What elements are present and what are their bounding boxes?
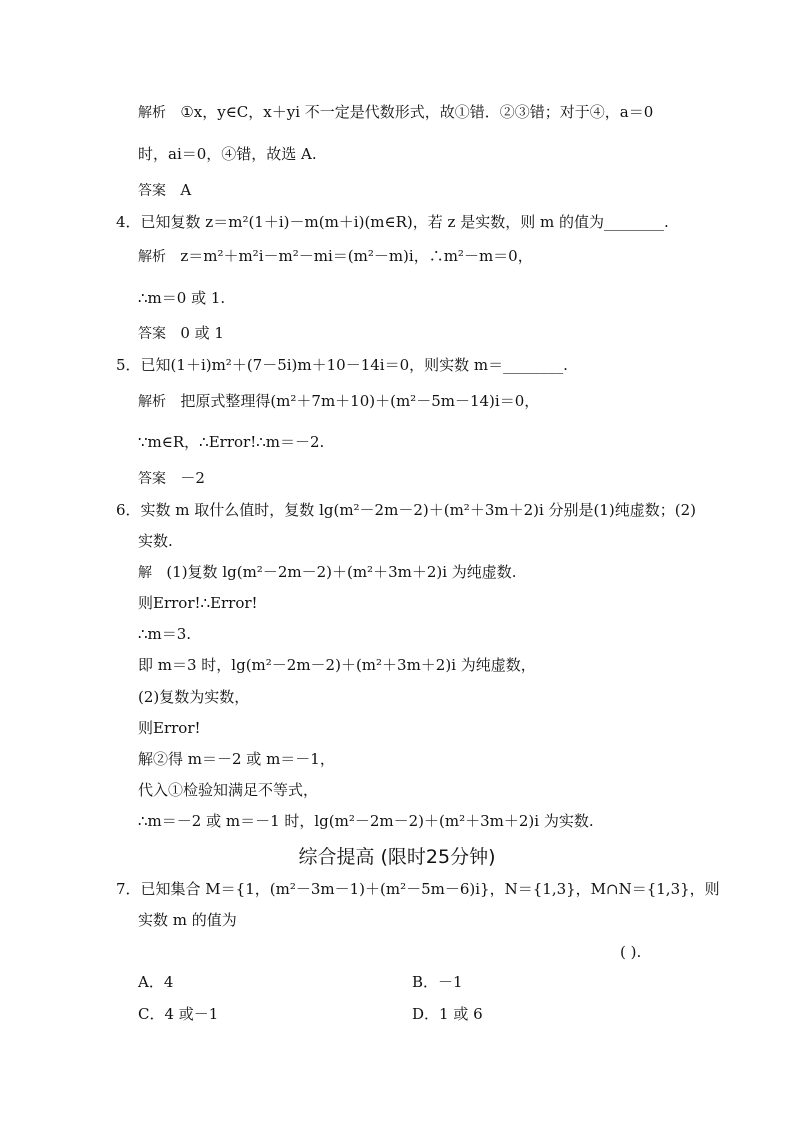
line-13: [138, 562, 517, 583]
label-daan: 答案: [138, 326, 166, 342]
question-6: 6．实数 m 取什么值时，复数 lg(m²－2m－2)＋(m²＋3m＋2)i 分别是(1)纯虚数；(2): [116, 501, 697, 519]
line-0: [138, 102, 653, 123]
label-jie: 解: [138, 565, 152, 581]
section-heading: 综合提高 (限时25分钟): [298, 846, 496, 868]
question-5: 5．已知(1＋i)m²＋(7－5i)m＋10－14i＝0，则实数 m＝________.: [116, 356, 568, 374]
line-17: (2)复数为实数，: [138, 688, 250, 706]
label-daan: 答案: [138, 183, 166, 199]
line-21: ∴m＝－2 或 m＝－1 时，lg(m²－2m－2)＋(m²＋3m＋2)i 为实数.: [138, 812, 594, 830]
line-4: [138, 246, 533, 267]
line-16: 即 m＝3 时，lg(m²－2m－2)＋(m²＋3m＋2)i 为纯虚数，: [138, 656, 536, 674]
line-6: [138, 323, 224, 344]
line-8: [138, 391, 539, 412]
line-10-text: －2: [180, 469, 205, 487]
line-14: 则Error!∴Error!: [138, 594, 258, 612]
option-d: D．1 或 6: [412, 1005, 483, 1023]
question-4: 4．已知复数 z＝m²(1＋i)－m(m＋i)(m∈R)，若 z 是实数，则 m 的值为________.: [116, 213, 669, 231]
line-5: ∴m＝0 或 1.: [138, 289, 226, 307]
label-jiexi: 解析: [138, 249, 166, 265]
answer-blank: ( ).: [620, 943, 642, 961]
question-7-line2: 实数 m 的值为: [138, 911, 237, 929]
question-7: 7．已知集合 M＝{1，(m²－3m－1)＋(m²－5m－6)i}，N＝{1,3}，M∩N＝{1,3}，则: [116, 880, 720, 898]
line-4-text: z＝m²＋m²i－m²－mi＝(m²－m)i，∴m²－m＝0，: [180, 247, 533, 265]
line-0-text: ①x，y∈C，x＋yi 不一定是代数形式，故①错．②③错；对于④，a＝0: [180, 103, 654, 121]
line-8-text: 把原式整理得(m²＋7m＋10)＋(m²－5m－14)i＝0，: [180, 392, 540, 410]
line-19: 解②得 m＝－2 或 m＝－1，: [138, 750, 335, 768]
line-18: 则Error!: [138, 719, 201, 737]
label-jiexi: 解析: [138, 105, 166, 121]
line-15: ∴m＝3.: [138, 625, 192, 643]
line-2: [138, 180, 191, 201]
option-b: B．－1: [412, 973, 463, 991]
line-12: 实数.: [138, 532, 173, 550]
line-2-text: A: [180, 181, 192, 199]
line-1: 时，ai＝0，④错，故选 A.: [138, 145, 317, 163]
line-9: ∵m∈R，∴Error!∴m＝－2.: [138, 433, 325, 451]
line-6-text: 0 或 1: [180, 324, 224, 342]
label-daan: 答案: [138, 471, 166, 487]
option-a: A．4: [138, 973, 174, 991]
label-jiexi: 解析: [138, 394, 166, 410]
line-10: [138, 468, 205, 489]
option-c: C．4 或－1: [138, 1005, 219, 1023]
line-20: 代入①检验知满足不等式，: [138, 781, 319, 799]
line-13-text: (1)复数 lg(m²－2m－2)＋(m²＋3m＋2)i 为纯虚数.: [166, 563, 517, 581]
